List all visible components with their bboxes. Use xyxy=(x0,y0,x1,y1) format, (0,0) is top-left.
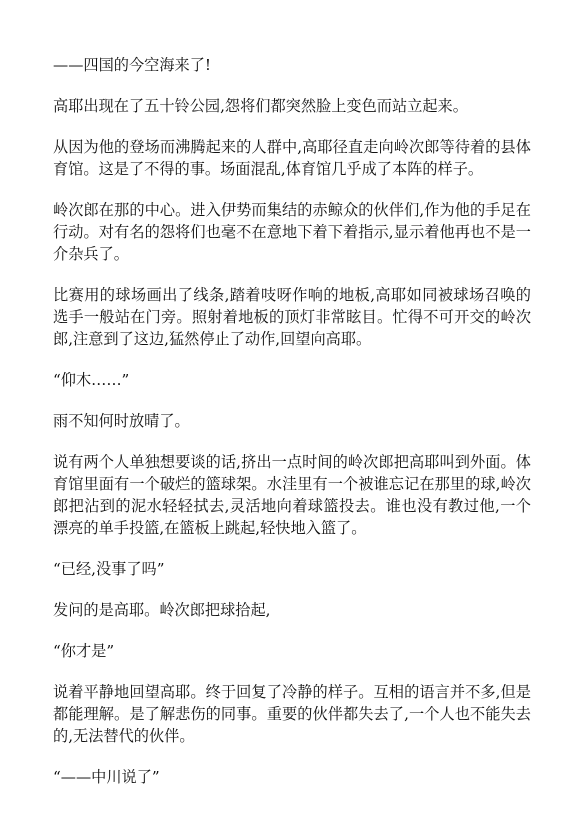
paragraph-12: 说着平静地回望高耶。终于回复了冷静的样子。互相的语言并不多,但是都能理解。是了解悲伤的同事。重要的伙伴都失去了,一个人也不能失去的,无法替代的伙伴。 xyxy=(53,683,531,745)
paragraph-4: 岭次郎在那的中心。进入伊势而集结的赤鲸众的伙伴们,作为他的手足在行动。对有名的怨将们也毫不在意地下着下着指示,显示着他再也不是一介杂兵了。 xyxy=(53,201,531,263)
document-page xyxy=(53,54,531,807)
paragraph-10: 发问的是高耶。岭次郎把球拾起, xyxy=(53,601,271,619)
paragraph-9: “已经,没事了吗” xyxy=(53,560,165,578)
paragraph-7: 雨不知何时放晴了。 xyxy=(53,412,190,430)
paragraph-5: 比赛用的球场画出了线条,踏着吱呀作响的地板,高耶如同被球场召唤的选手一般站在门旁。照射着地板的顶灯非常眩目。忙得不可开交的岭次郎,注意到了这边,猛然停止了动作,回望向高耶。 xyxy=(53,286,531,348)
paragraph-11: “你才是” xyxy=(53,642,115,660)
paragraph-1: ——四国的今空海来了! xyxy=(53,56,211,74)
paragraph-8: 说有两个人单独想要谈的话,挤出一点时间的岭次郎把高耶叫到外面。体育馆里面有一个破烂的篮球架。水洼里有一个被谁忘记在那里的球,岭次郎把沾到的泥水轻轻拭去,灵活地向着球篮投去。谁也没有教过他,一个漂亮的单手投篮,在篮板上跳起,轻快地入篮了。 xyxy=(53,453,531,537)
paragraph-13: “——中川说了” xyxy=(53,768,160,786)
paragraph-3: 从因为他的登场而沸腾起来的人群中,高耶径直走向岭次郎等待着的县体育馆。这是了不得的事。场面混乱,体育馆几乎成了本阵的样子。 xyxy=(53,138,531,178)
paragraph-2: 高耶出现在了五十铃公园,怨将们都突然脸上变色而站立起来。 xyxy=(53,97,468,115)
paragraph-6: “仰木……” xyxy=(53,371,130,389)
